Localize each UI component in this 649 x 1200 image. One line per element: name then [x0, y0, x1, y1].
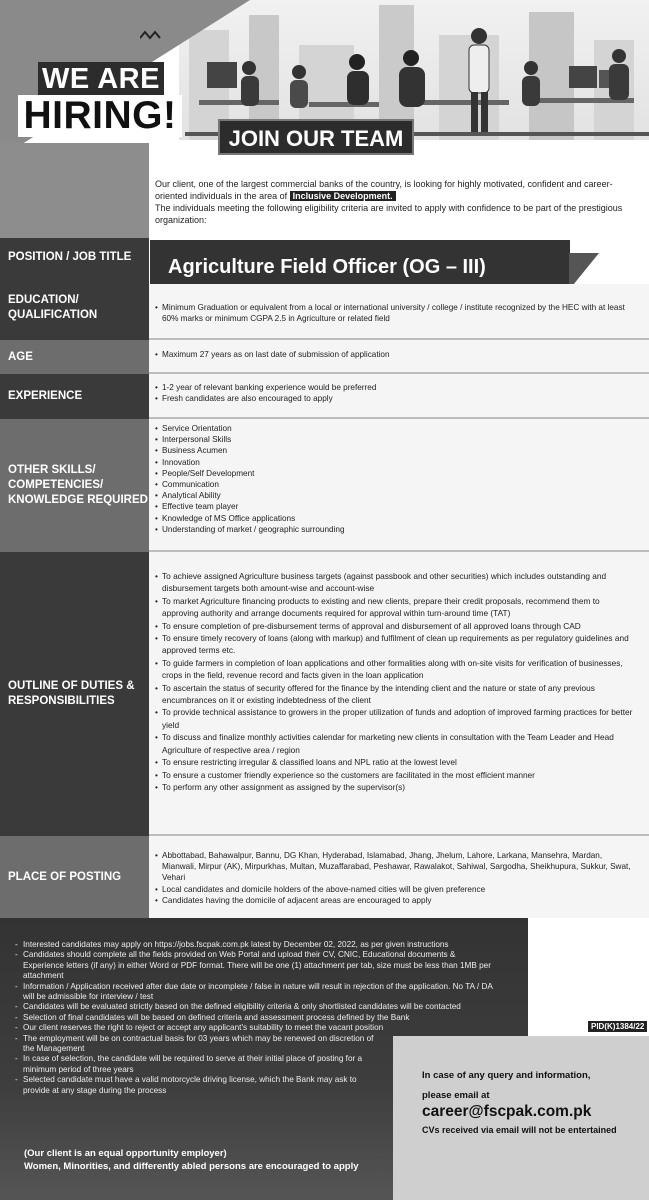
- list-item: • To provide technical assistance to growers in the proper utilization of funds and adoption of improved farming practices for better yield: [155, 706, 635, 731]
- hiring-banner: [0, 0, 649, 158]
- list-item: • To market Agriculture financing products to existing and new clients, prepare their credit proposals, recommend them to approving authority and arrange documents required for approval within turn-around time (TAT): [155, 595, 635, 620]
- skills-label: OTHER SKILLS/ COMPETENCIES/ KNOWLEDGE REQUIRED: [0, 419, 149, 552]
- instruction-item: - Information / Application received after due date or incomplete / false in nature will result in rejection of the application. No TA / DA will be admissible for interview / test: [15, 982, 495, 1003]
- education-label: EDUCATION/ QUALIFICATION: [0, 276, 149, 340]
- list-item: • Effective team player: [155, 501, 635, 512]
- list-item: • Communication: [155, 479, 635, 490]
- list-item: • Maximum 27 years as on last date of submission of application: [155, 349, 635, 360]
- list-item: • Innovation: [155, 457, 635, 468]
- join-our-team-banner: JOIN OUR TEAM: [218, 119, 414, 155]
- instruction-item: - In case of selection, the candidate will be required to serve at their initial place of posting for a minimum period of three years: [15, 1054, 385, 1075]
- job-title: Agriculture Field Officer (OG – III): [168, 256, 486, 278]
- list-item: • To discuss and finalize monthly activities calendar for marketing new clients in consultation with the Team Leader and Head Agriculture of respective area / region: [155, 731, 635, 756]
- list-item: • Local candidates and domicile holders of the above-named cities will be given preference: [155, 884, 635, 895]
- instruction-item: - Candidates will be evaluated strictly based on the defined eligibility criteria & only shortlisted candidates will be contacted: [15, 1002, 495, 1012]
- list-item: • Business Acumen: [155, 445, 635, 456]
- pid-badge: PID(K)1384/22: [588, 1021, 647, 1032]
- experience-label: EXPERIENCE: [0, 374, 149, 419]
- education-content: [155, 302, 635, 324]
- instruction-item: - Selected candidate must have a valid motorcycle driving license, which the Bank may ask to provide at any stage during the process: [15, 1075, 385, 1096]
- instruction-item: - The employment will be on contractual basis for 03 years which may be renewed on discretion of the Management: [15, 1034, 385, 1055]
- list-item: • Knowledge of MS Office applications: [155, 513, 635, 524]
- hiring-heading: HIRING!: [18, 95, 182, 137]
- instruction-item: - Candidates should complete all the fields provided on Web Portal and upload their CV, CNIC, Educational documents & Experience letters (if any) in either Word or PDF format. There will be one (1) attachment per tab, size must be less than 1MB per attachment: [15, 950, 495, 981]
- list-item: • Fresh candidates are also encouraged to apply: [155, 393, 635, 404]
- instruction-item: - Our client reserves the right to reject or accept any applicant's suitability to meet the vacant position: [15, 1023, 385, 1033]
- list-item: • Minimum Graduation or equivalent from a local or international university / college / institute recognized by the HEC with at least 60% marks or minimum CGPA 2.5 in Agriculture or related field: [155, 302, 635, 324]
- list-item: • To achieve assigned Agriculture business targets (against passbook and other securities) which includes outstanding and disbursement targets both amount-wise and account-wise: [155, 570, 635, 595]
- experience-content: [155, 382, 635, 404]
- zigzag-decoration: [140, 30, 164, 40]
- list-item: • 1-2 year of relevant banking experience would be preferred: [155, 382, 635, 393]
- list-item: • Understanding of market / geographic surrounding: [155, 524, 635, 535]
- instruction-item: - Interested candidates may apply on https://jobs.fscpak.com.pk latest by December 02, 2022, as per given instructions: [15, 940, 495, 950]
- instruction-item: - Selection of final candidates will be based on defined criteria and assessment process defined by the Bank: [15, 1013, 495, 1023]
- list-item: • To ensure a customer friendly experience so the customers are facilitated in the most efficient manner: [155, 769, 635, 781]
- list-item: • Abbottabad, Bahawalpur, Bannu, DG Khan, Hyderabad, Islamabad, Jhang, Jhelum, Lahore, Larkana, Mansehra, Mardan, Mianwali, Mirpur (AK), Mirpurkhas, Multan, Muzaffarabad, Peshawar, Rawalakot, Sahiwal, Sargodha, Sheikhupura, Sukkur, Swat, Vehari: [155, 850, 635, 884]
- list-item: • Candidates having the domicile of adjacent areas are encouraged to apply: [155, 895, 635, 906]
- position-label: POSITION / JOB TITLE: [0, 238, 149, 276]
- list-item: • To guide farmers in completion of loan applications and other formalities along with on-site visits for verification of businesses, crops in the field, revenue record and facts given in the loan application: [155, 657, 635, 682]
- list-item: • To ensure restricting irregular & classified loans and NPL ratio at the lowest level: [155, 756, 635, 768]
- list-item: • Service Orientation: [155, 423, 635, 434]
- list-item: • To ensure timely recovery of loans (along with markup) and fulfilment of clean up requirements as per regulatory guidelines and approved terms etc.: [155, 632, 635, 657]
- list-item: • To ascertain the status of security offered for the finance by the intending client and the nature or state of any previous encumbrances on it or existing indebtedness of the client: [155, 682, 635, 707]
- list-item: • To ensure completion of pre-disbursement terms of approval and disbursement of all approved loans through CAD: [155, 620, 635, 632]
- intro-paragraph: Our client, one of the largest commercial banks of the country, is looking for highly motivated, confident and career-oriented individuals in the area of Inclusive Development. The individuals meeting the following eligibility criteria are invited to apply with confidence to be part of the prestigious organization:: [155, 179, 623, 225]
- contact-email[interactable]: career@fscpak.com.pk: [422, 1103, 592, 1120]
- age-content: [155, 349, 635, 360]
- contact-info: In case of any query and information, please email at career@fscpak.com.pk CVs received via email will not be entertained: [422, 1069, 649, 1136]
- list-item: • Interpersonal Skills: [155, 434, 635, 445]
- duties-label: OUTLINE OF DUTIES & RESPONSIBILITIES: [0, 552, 149, 836]
- posting-label: PLACE OF POSTING: [0, 836, 149, 918]
- equal-opportunity-note: (Our client is an equal opportunity employer) Women, Minorities, and differently abled persons are encouraged to apply: [24, 1148, 359, 1172]
- intro-side-block: [0, 143, 149, 238]
- duties-content: [155, 570, 635, 793]
- we-are-heading: WE ARE: [38, 62, 164, 96]
- list-item: • People/Self Development: [155, 468, 635, 479]
- skills-content: [155, 423, 635, 535]
- list-item: • Analytical Ability: [155, 490, 635, 501]
- age-label: AGE: [0, 340, 149, 374]
- list-item: • To perform any other assignment as assigned by the supervisor(s): [155, 781, 635, 793]
- posting-content: [155, 850, 635, 906]
- highlight-inclusive-development: Inclusive Development.: [290, 191, 396, 201]
